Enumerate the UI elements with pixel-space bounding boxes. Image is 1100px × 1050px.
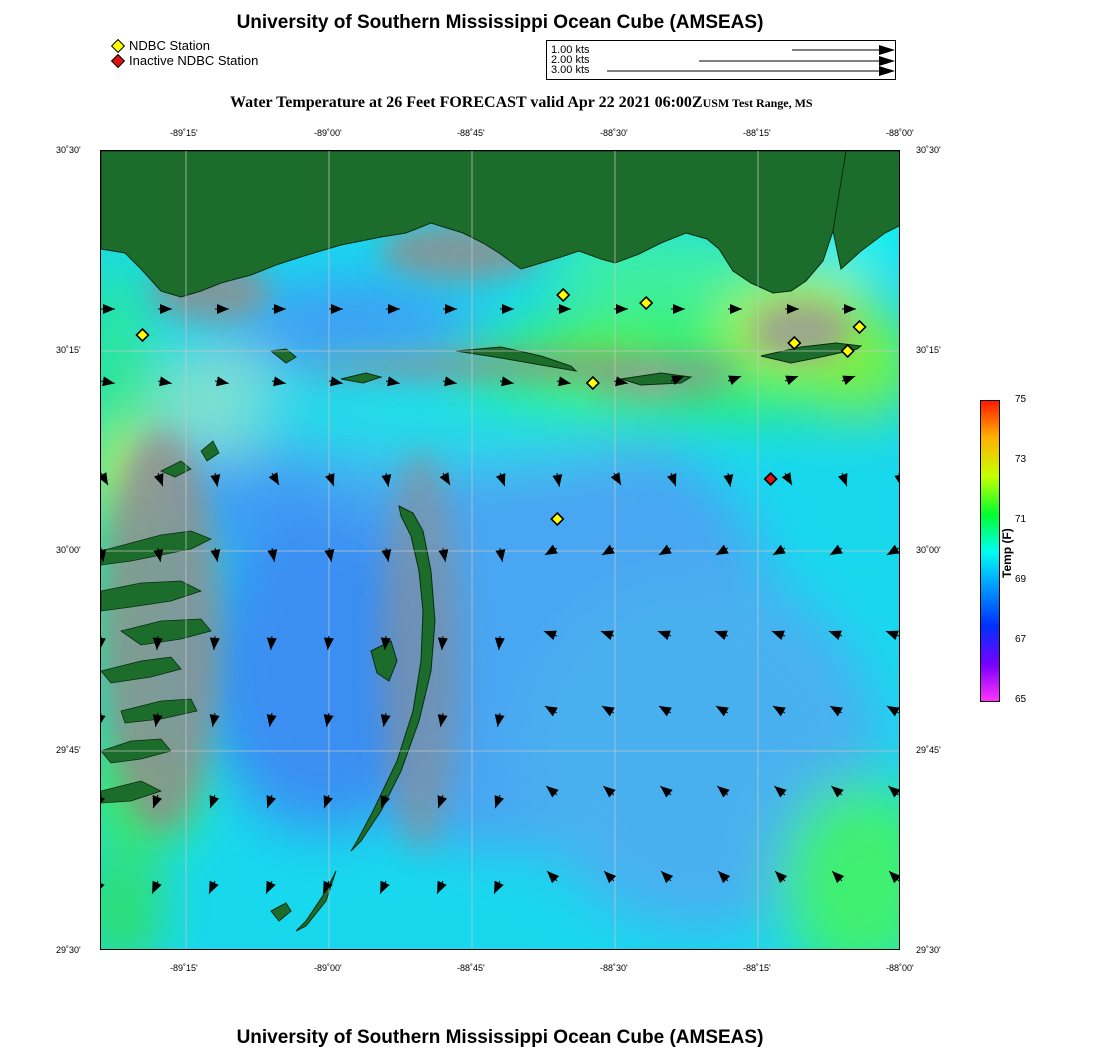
lon-label-top-5: -88˚15' <box>743 128 771 138</box>
lat-label-right-2: 30˚15' <box>916 345 941 355</box>
footer-title: University of Southern Mississippi Ocean Cube (AMSEAS) <box>236 1027 764 1048</box>
lon-label-bottom-5: -88˚15' <box>743 963 771 973</box>
lon-label-top-1: -89˚15' <box>170 128 198 138</box>
current-vector-shaft <box>899 376 900 381</box>
lat-label-right-1: 30˚30' <box>916 145 941 155</box>
lat-label-left-5: 29˚30' <box>56 945 81 955</box>
region-text: USM Test Range, MS <box>702 96 813 110</box>
map-subtitle <box>230 94 813 112</box>
scale-label-2: 2.00 kts <box>551 54 590 66</box>
yellow-diamond-icon <box>111 38 125 52</box>
lat-label-right-4: 29˚45' <box>916 745 941 755</box>
scale-label-3: 3.00 kts <box>551 64 590 76</box>
lat-label-left-2: 30˚15' <box>56 345 81 355</box>
current-scale-legend <box>546 40 896 80</box>
colorbar-tick-71: 71 <box>1015 514 1027 525</box>
lon-label-bottom-1: -89˚15' <box>170 963 198 973</box>
lon-label-bottom-3: -88˚45' <box>457 963 485 973</box>
colorbar-title: Temp (F) <box>1000 528 1014 578</box>
current-vector-arrow <box>899 376 900 385</box>
legend-active-station <box>113 38 210 53</box>
lat-label-left-3: 30˚00' <box>56 545 81 555</box>
lat-label-right-3: 30˚00' <box>916 545 941 555</box>
colorbar-tick-69: 69 <box>1015 574 1027 585</box>
legend-inactive-station <box>113 53 258 68</box>
colorbar-tick-65: 65 <box>1015 694 1027 705</box>
lat-label-left-1: 30˚30' <box>56 145 81 155</box>
lon-label-top-4: -88˚30' <box>600 128 628 138</box>
lon-label-bottom-2: -89˚00' <box>314 963 342 973</box>
lon-label-top-3: -88˚45' <box>457 128 485 138</box>
lat-label-left-4: 29˚45' <box>56 745 81 755</box>
colorbar-tick-75: 75 <box>1015 394 1027 405</box>
map-panel[interactable] <box>100 150 900 950</box>
colorbar-tick-67: 67 <box>1015 634 1027 645</box>
lon-label-top-6: -88˚00' <box>886 128 914 138</box>
lon-label-top-2: -89˚00' <box>314 128 342 138</box>
temperature-map[interactable] <box>101 151 900 950</box>
page-title: University of Southern Mississippi Ocean Cube (AMSEAS) <box>236 12 764 33</box>
colorbar-tick-73: 73 <box>1015 454 1027 465</box>
legend-active-label: NDBC Station <box>129 38 210 53</box>
lon-label-bottom-6: -88˚00' <box>886 963 914 973</box>
subtitle-text: Water Temperature at 26 Feet FORECAST valid Apr 22 2021 06:00Z <box>230 94 703 111</box>
scale-label-1: 1.00 kts <box>551 44 590 56</box>
scale-arrows <box>547 41 895 79</box>
current-vector-shaft <box>899 473 900 487</box>
lon-label-bottom-4: -88˚30' <box>600 963 628 973</box>
red-diamond-icon <box>111 53 125 67</box>
legend-inactive-label: Inactive NDBC Station <box>129 53 259 68</box>
lat-label-right-5: 29˚30' <box>916 945 941 955</box>
temperature-colorbar <box>980 400 1000 702</box>
